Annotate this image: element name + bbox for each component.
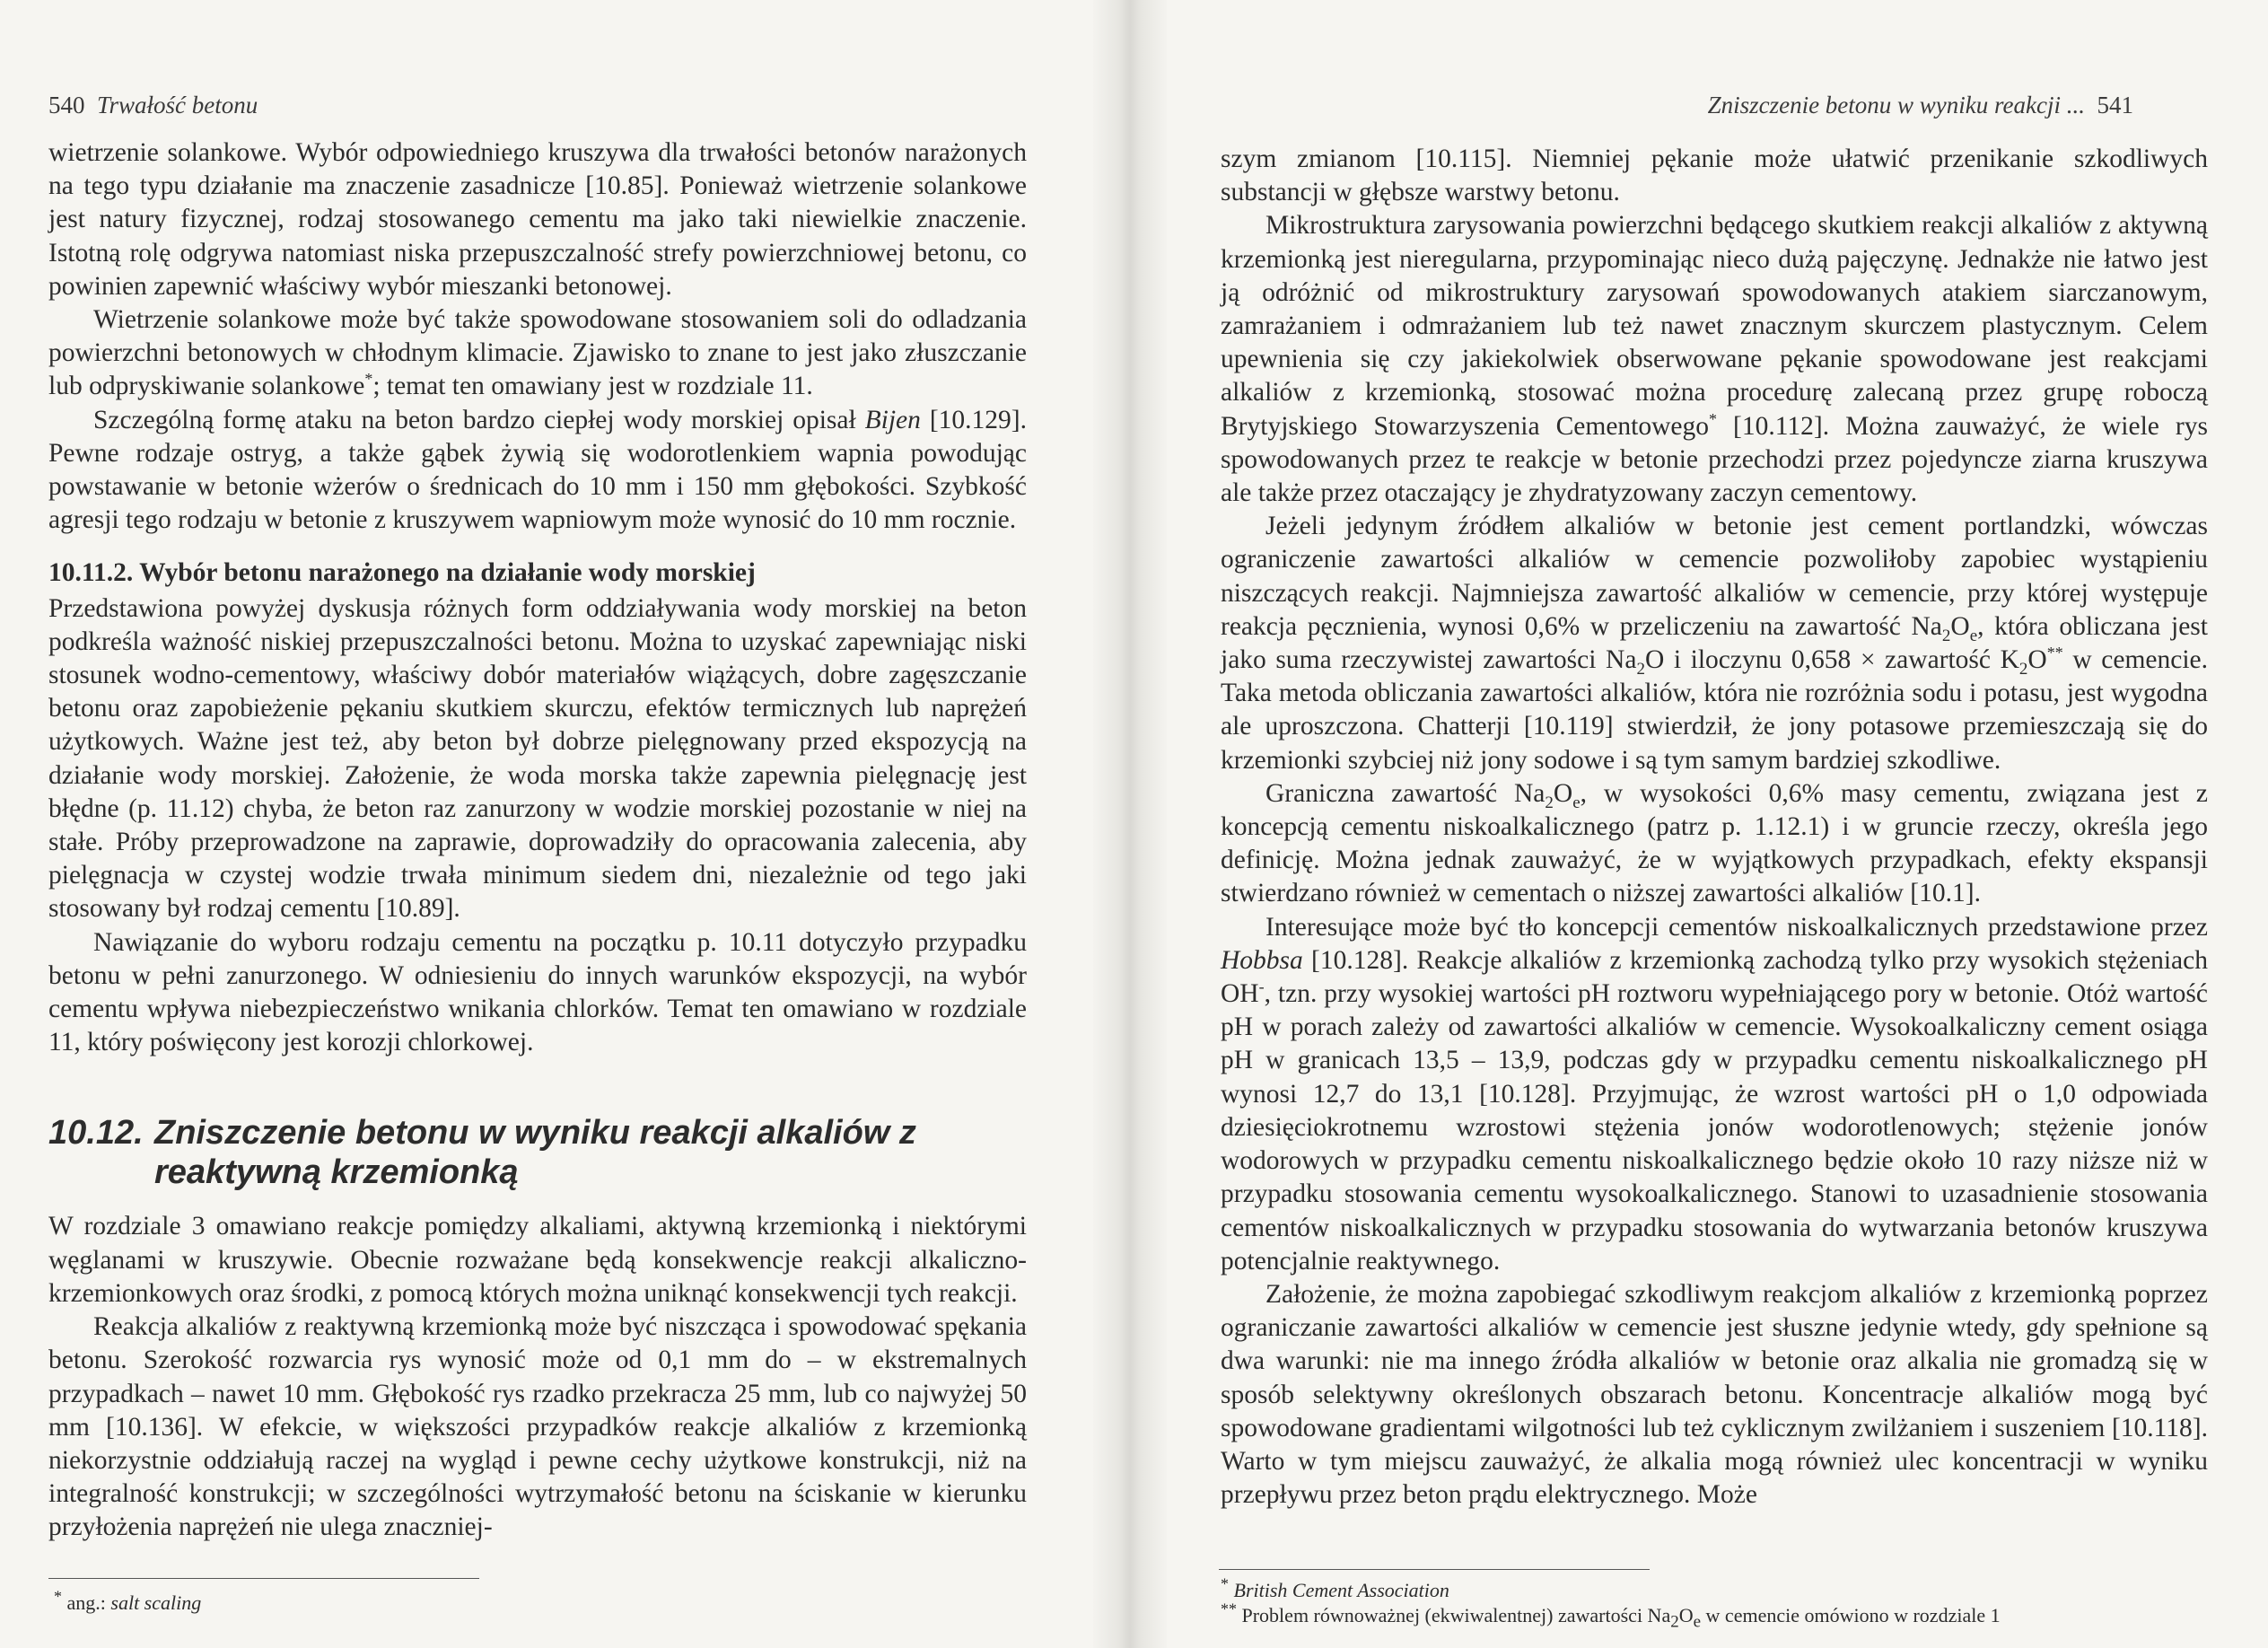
right-page [1167,0,2268,1648]
footnote-marker: * [364,370,373,389]
author-name: Hobbsa [1221,945,1303,975]
footnote-marker: ** [1221,1600,1237,1618]
footnote-marker: ** [2046,644,2063,662]
page-number: 541 [2097,92,2133,118]
paragraph: Interesujące może być tło koncepcji cementów niskoalkalicznych przedstawione przez Hobbsa [10.128]. Reakcje alkaliów z krzemionką zachodzą tylko przy wysokich stężeniach OH-, tzn. przy wysokiej wartości pH roztworu wypełniającego pory w betonie. Otóż wartość pH w porach zależy od zawartości alkaliów w cemencie. Wysokoalkaliczny cement osiąga pH w granicach 13,5 – 13,9, podczas gdy w przypadku cementu niskoalkalicznego pH wynosi 12,7 do 13,1 [10.128]. Przyjmując, że wzrost wartości pH o 1,0 odpowiada dziesięciokrotnemu wzrostowi stężenia jonów wodorotlenowych; stężenie jonów wodorowych w przypadku cementu niskoalkalicznego będzie około 10 razy niższe niż w przypadku stosowania cementu wysokoalkalicznego. Stanowi to uzasadnienie stosowania cementów niskoalkalicznych w przypadku stosowania do wytwarzania betonów kruszywa potencjalnie reaktywnego. [1221,912,2208,1275]
paragraph: Graniczna zawartość $Na_2O_e$, w wysokości 0,6% masy cementu, związana jest z koncepcją cementu niskoalkalicznego (patrz p. 1.12.1) i w gruncie rzeczy, określa jego definicję. Można jednak zauważyć, że w wyjątkowych przypadkach, efekty ekspansji stwierdzano również w cementach o niższej zawartości alkaliów [10.1]. [1221,778,2209,908]
left-body-text [48,136,1027,1545]
header-title: Zniszczenie betonu w wyniku reakcji ... [1707,92,2085,118]
paragraph: Mikrostruktura zarysowania powierzchni będącego skutkiem reakcji alkaliów z aktywną krzemionką jest nieregularna, przypominając nieco dużą pajęczynę. Jednakże nie łatwo jest ją odróżnić od mikrostruktury zarysowań spowodowanych atakiem siarczanowym, zamrażaniem i odmrażaniem lub też nawet znacznym skurczem plastycznym. Celem upewnienia się czy jakiekolwiek obserwowane pękanie spowodowane jest reakcjami alkaliów z krzemionką, stosować można procedurę zalecaną przez grupę roboczą Brytyjskiego Stowarzyszenia Cementowego* [10.112]. Można zauważyć, że wiele rys spowodowanych przez te reakcje w betonie przechodzi przez pojedyncze ziarna kruszywa ale także przez otaczający je zhydratyzowany zaczyn cementowy. [1221,211,2208,508]
footnote-divider [48,1578,479,1579]
paragraph: Założenie, że można zapobiegać szkodliwym reakcjom alkaliów z krzemionką poprzez ograniczanie zawartości alkaliów w cemencie jest słuszne jedynie wtedy, gdy spełnione są dwa warunki: nie ma innego źródła alkaliów w betonie oraz alkalia nie gromadzą się w sposób selektywny określonych obszarach betonu. Koncentracje alkaliów mogą być spowodowane gradientami wilgotności lub też cyklicznym zwilżaniem i suszeniem [10.118]. Warto w tym miejscu zauważyć, że alkalia mogą również ulec koncentracji w wyniku przepływu przez beton prądu elektrycznego. Może [1221,1279,2208,1510]
section-title: Zniszczenie betonu w wyniku reakcji alkaliów z reaktywną krzemionką [154,1114,916,1192]
subsection-heading: 10.11.2. Wybór betonu narażonego na działanie wody morskiej [48,558,756,588]
footnotes [1221,1574,2001,1632]
page-number: 540 [48,92,85,118]
book-gutter [1093,0,1167,1648]
footnote-divider [1219,1569,1650,1570]
footnote: * ang.: salt scaling [54,1587,202,1614]
paragraph: Jeżeli jedynym źródłem alkaliów w betonie jest cement portlandzki, wówczas ograniczenie zawartości alkaliów w cemencie pozwoliłoby zapobiec wystąpieniu niszczących reakcji. Najmniejsza zawartość alkaliów w cemencie, przy której występuje reakcja pęcznienia, wynosi 0,6% w przeliczeniu na zawartość $Na_2O_e$, która obliczana jest jako suma rzeczywistej zawartości $Na_2O$ i iloczynu 0,658 × zawartość $K_2O^{**}$ w cemencie. Taka metoda obliczania zawartości alkaliów, która nie rozróżnia sodu i potasu, jest wygodna ale uproszczona. Chatterji [10.119] stwierdził, że jony potasowe przemieszczają się do krzemionki szybciej niż jony sodowe i są tym samym bardziej szkodliwe. [1221,512,2208,775]
left-page [0,0,1095,1648]
paragraph: Nawiązanie do wyboru rodzaju cementu na początku p. 10.11 dotyczyło przypadku betonu w pełni zanurzonego. W odniesieniu do innych warunków ekspozycji, na wybór cementu wpływa niebezpieczeństwo wnikania chlorków. Temat ten omawiano w rozdziale 11, który poświęcony jest korozji chlorkowej. [48,927,1027,1057]
right-body-text [1221,143,2208,1512]
footnote-marker: * [1221,1574,1229,1593]
paragraph: Reakcja alkaliów z reaktywną krzemionką może być niszcząca i spowodować spękania betonu. Szerokość rozwarcia rys wynosić może od 0,1 mm do – w ekstremalnych przypadkach – nawet 10 mm. Głębokość rys rzadko przekracza 25 mm, lub co najwyżej 50 mm [10.136]. W efekcie, w większości przypadków reakcje alkaliów z krzemionką niekorzystnie oddziałują raczej na wygląd i pewne cechy użytkowe konstrukcji, niż na integralność konstrukcji; w szczególności wytrzymałość betonu na ściskanie w kierunku przyłożenia naprężeń nie ulega znaczniej- [48,1312,1027,1542]
paragraph: Przedstawiona powyżej dyskusja różnych form oddziaływania wody morskiej na beton podkreśla ważność niskiej przepuszczalności betonu. Można to uzyskać zapewniając niski stosunek wodno-cementowy, właściwy dobór materiałów wiążących, dobre zagęszczanie betonu oraz zapobieżenie pękaniu skutkiem skurczu, efektów termicznych lub naprężeń użytkowych. Ważne jest też, aby beton był dobrze pielęgnowany przed ekspozycją na działanie wody morskiej. Założenie, że woda morska także zapewnia pielęgnację jest błędne (p. 11.12) chyba, że beton raz zanurzony w wodzie morskiej pozostanie w niej na stałe. Próby przeprowadzone na zaprawie, doprowadziły do opracowania zalecenia, aby pielęgnacja w czystej wodzie trwała minimum siedem dni, niezależnie od tego jaki stosowany był rodzaj cementu [10.89]. [48,593,1027,924]
section-number: 10.12. [48,1114,144,1153]
footnote: ** Problem równoważnej (ekwiwalentnej) zawartości $Na_2O_e$ w cemencie omówiono w rozdziale 1 [1221,1600,2001,1632]
running-header-right [1708,92,2133,119]
header-title: Trwałość betonu [97,92,258,118]
footnote: * British Cement Association [1221,1574,1449,1601]
paragraph: Szczególną formę ataku na beton bardzo ciepłej wody morskiej opisał Bijen [10.129]. Pewne rodzaje ostryg, a także gąbek żywią się wodorotlenkiem wapnia powodując powstawanie w betonie wżerów o średnicach do 10 mm i 150 mm głębokości. Szybkość agresji tego rodzaju w betonie z kruszywem wapniowym może wynosić do 10 mm rocznie. [48,405,1027,535]
paragraph: W rozdziale 3 omawiano reakcje pomiędzy alkaliami, aktywną krzemionką i niektórymi węglanami w kruszywie. Obecnie rozważane będą konsekwencje reakcji alkaliczno-krzemionkowych oraz środki, z pomocą których można uniknąć konsekwencji tych reakcji. [48,1212,1027,1308]
footnote-marker: * [1709,409,1718,428]
author-name: Bijen [864,405,921,434]
paragraph: wietrzenie solankowe. Wybór odpowiedniego kruszywa dla trwałości betonów narażonych na tego typu działanie ma znaczenie zasadnicze [10.85]. Ponieważ wietrzenie solankowe jest natury fizycznej, rodzaj stosowanego cementu ma jako taki niewielkie znaczenie. Istotną rolę odgrywa natomiast niska przepuszczalność strefy powierzchniowej betonu, co powinien zapewnić właściwy wybór mieszanki betonowej. [48,138,1027,301]
paragraph: szym zmianom [10.115]. Niemniej pękanie może ułatwić przenikanie szkodliwych substancji w głębsze warstwy betonu. [1221,145,2208,207]
section-heading [48,1113,1027,1192]
paragraph: Wietrzenie solankowe może być także spowodowane stosowaniem soli do odladzania powierzchni betonowych w chłodnym klimacie. Zjawisko to znane to jest jako złuszczanie lub odpryskiwanie solankowe*; temat ten omawiany jest w rozdziale 11. [48,305,1027,401]
running-header-left [48,92,258,119]
footnote-marker: * [54,1587,62,1606]
